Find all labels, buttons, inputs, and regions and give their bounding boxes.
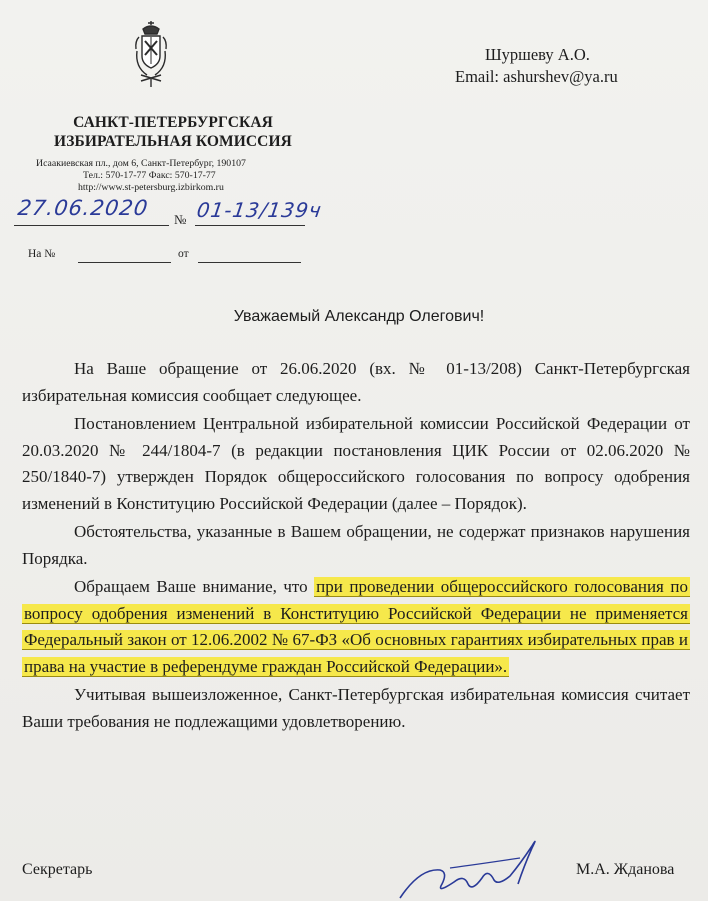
greeting: Уважаемый Александр Олегович! xyxy=(233,308,485,325)
paragraph-4-lead: Обращаем Ваше внимание, что xyxy=(74,577,308,596)
reference-date-blank xyxy=(198,262,301,263)
organization-contacts xyxy=(36,158,316,194)
date-underline xyxy=(14,225,169,226)
handwritten-signature xyxy=(390,828,580,901)
reference-date-label: от xyxy=(178,248,189,260)
recipient-block xyxy=(455,44,675,88)
number-underline xyxy=(195,225,305,226)
highlighted-passage: при проведении общероссийского голосования по вопросу одобрения изменений в Конституцию Российской Федерации не применяется Федеральный закон от 12.06.2002 № 67-ФЗ «Об основных гарантиях избирательных прав и права на участие в референдуме граждан Российской Федерации». xyxy=(24,577,688,676)
signatory-position: Секретарь xyxy=(22,861,93,878)
letter-body xyxy=(22,356,690,737)
organization-name xyxy=(28,113,318,151)
paragraph-3: Обстоятельства, указанные в Вашем обращении, не содержат признаков нарушения Порядка. xyxy=(22,522,690,568)
paragraph-1: На Ваше обращение от 26.06.2020 (вх. № 01-13/208) Санкт-Петербургская избирательная комиссия сообщает следующее. xyxy=(22,359,690,405)
paragraph-2: Постановлением Центральной избирательной комиссии Российской Федерации от 20.03.2020 № 244/1804-7 (в редакции постановления ЦИК России от 02.06.2020 № 250/1840-7) утвержден Порядок общероссийского голосования по вопросу одобрения изменений в Конституцию Российской Федерации (далее – Порядок). xyxy=(22,414,690,513)
outgoing-number: 01-13/139ч xyxy=(195,198,324,222)
organization-phones: Тел.: 570-17-77 Факс: 570-17-77 xyxy=(83,170,216,181)
outgoing-date: 27.06.2020 xyxy=(16,196,150,220)
coat-of-arms-icon xyxy=(133,19,169,89)
recipient-email: Email: ashurshev@ya.ru xyxy=(455,67,618,86)
paragraph-5: Учитывая вышеизложенное, Санкт-Петербургская избирательная комиссия считает Ваши требования не подлежащими удовлетворению. xyxy=(22,685,690,731)
recipient-name: Шуршеву А.О. xyxy=(485,45,590,64)
signer-name: М.А. Жданова xyxy=(576,861,675,878)
reference-number-label: На № xyxy=(28,248,56,260)
organization-name-line2: ИЗБИРАТЕЛЬНАЯ КОМИССИЯ xyxy=(54,133,292,150)
organization-name-line1: САНКТ-ПЕТЕРБУРГСКАЯ xyxy=(73,114,273,131)
organization-address: Исаакиевская пл., дом 6, Санкт-Петербург, 190107 xyxy=(36,158,246,169)
paragraph-4 xyxy=(22,574,690,680)
organization-website: http://www.st-petersburg.izbirkom.ru xyxy=(78,182,224,193)
reference-number-blank xyxy=(78,262,171,263)
number-sign: № xyxy=(174,212,187,227)
